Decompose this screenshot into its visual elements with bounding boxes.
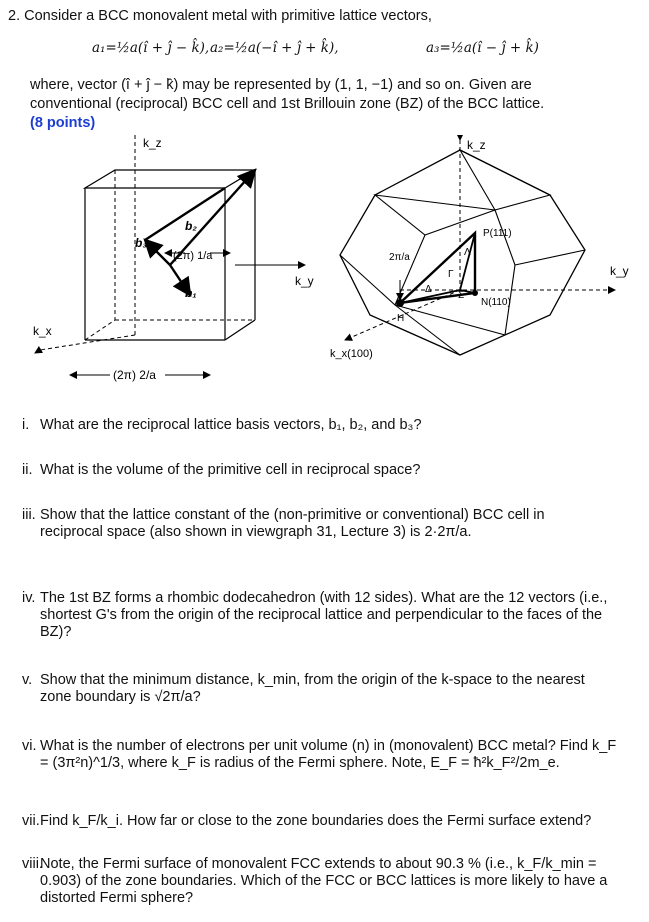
question-number: v. (22, 672, 33, 688)
question-number: vi. (22, 738, 37, 754)
question-text: What are the reciprocal lattice basis vectors, b₁, b₂, and b₃? (40, 417, 422, 433)
right-ky-label: k_y (610, 264, 629, 278)
question-text: What is the number of electrons per unit volume (n) in (monovalent) BCC metal? Find k_F = (3π²n)^1/3, where k_F is radius of the Fermi sphere. Note, E_F = ħ²k_F²/2m_e. (40, 738, 617, 771)
problem-intro-text: Consider a BCC monovalent metal with primitive lattice vectors, (24, 8, 432, 24)
problem-intro (8, 8, 432, 24)
point-N-label: N(110) (481, 297, 511, 308)
vector-a2: a₂=½a(−î + ĵ + k̂), (210, 40, 339, 56)
point-H-label: H (397, 313, 405, 324)
delta-label: Δ (425, 284, 432, 295)
point-P-label: P(111) (483, 228, 512, 239)
question-number: ii. (22, 462, 33, 478)
vector-a3: a₃=½a(î − ĵ + k̂) (426, 40, 539, 56)
question-number: viii. (22, 856, 43, 872)
b1-label: b₁ (185, 286, 197, 300)
points-label: (8 points) (30, 115, 96, 131)
left-kx-label: k_x (33, 324, 52, 338)
question-text: Note, the Fermi surface of monovalent FCC extends to about 90.3 % (i.e., k_F/k_min = 0.903) of the zone boundaries. Which of the FCC or BCC lattices is more likely to have a distorted Fermi sphere? (40, 856, 608, 906)
problem-line3: conventional (reciprocal) BCC cell and 1st Brillouin zone (BZ) of the BCC lattice. (30, 96, 545, 112)
question-number: iv. (22, 590, 36, 606)
problem-line2: where, vector (î + ĵ − k̂) may be represented by (1, 1, −1) and so on. Given are (30, 77, 532, 93)
left-ky-label: k_y (295, 274, 314, 288)
lambda-label: Λ (464, 247, 471, 258)
vector-a1: a₁=½a(î + ĵ − k̂), (92, 40, 210, 56)
reciprocal-bcc-cell-figure (25, 135, 320, 395)
question-text: Find k_F/k_i. How far or close to the zone boundaries does the Fermi surface extend? (40, 813, 592, 829)
question-number: i. (22, 417, 30, 433)
question-text: Show that the lattice constant of the (non-primitive or conventional) BCC cell in reciprocal space (also shown in viewgraph 31, Lecture 3) is 2·2π/a. (40, 507, 545, 540)
two-pi-a-label: 2π/a (389, 252, 410, 263)
b3-label: b₃ (135, 236, 147, 250)
right-kz-label: k_z (467, 138, 486, 152)
left-kz-label: k_z (143, 136, 162, 150)
brillouin-zone-figure (325, 135, 645, 370)
right-kx-label: k_x(100) (330, 348, 373, 360)
question-text: Show that the minimum distance, k_min, from the origin of the k-space to the nearest zone boundary is √2π/a? (40, 672, 585, 705)
problem-number: 2. (8, 8, 21, 24)
gamma-label: Γ (448, 269, 454, 280)
question-number: iii. (22, 507, 36, 523)
two-pi-two-over-a-label: (2π) 2/a (113, 368, 156, 382)
two-pi-over-a-label: (2π) 1/a (173, 250, 213, 262)
sigma-label: Σ (458, 290, 465, 301)
question-text: The 1st BZ forms a rhombic dodecahedron (with 12 sides). What are the 12 vectors (i.e., shortest G's from the origin of the reciprocal lattice and perpendicular to the faces of the BZ)? (40, 590, 608, 640)
question-text: What is the volume of the primitive cell in reciprocal space? (40, 462, 421, 478)
question-number: vii. (22, 813, 40, 829)
b2-label: b₂ (185, 219, 197, 233)
